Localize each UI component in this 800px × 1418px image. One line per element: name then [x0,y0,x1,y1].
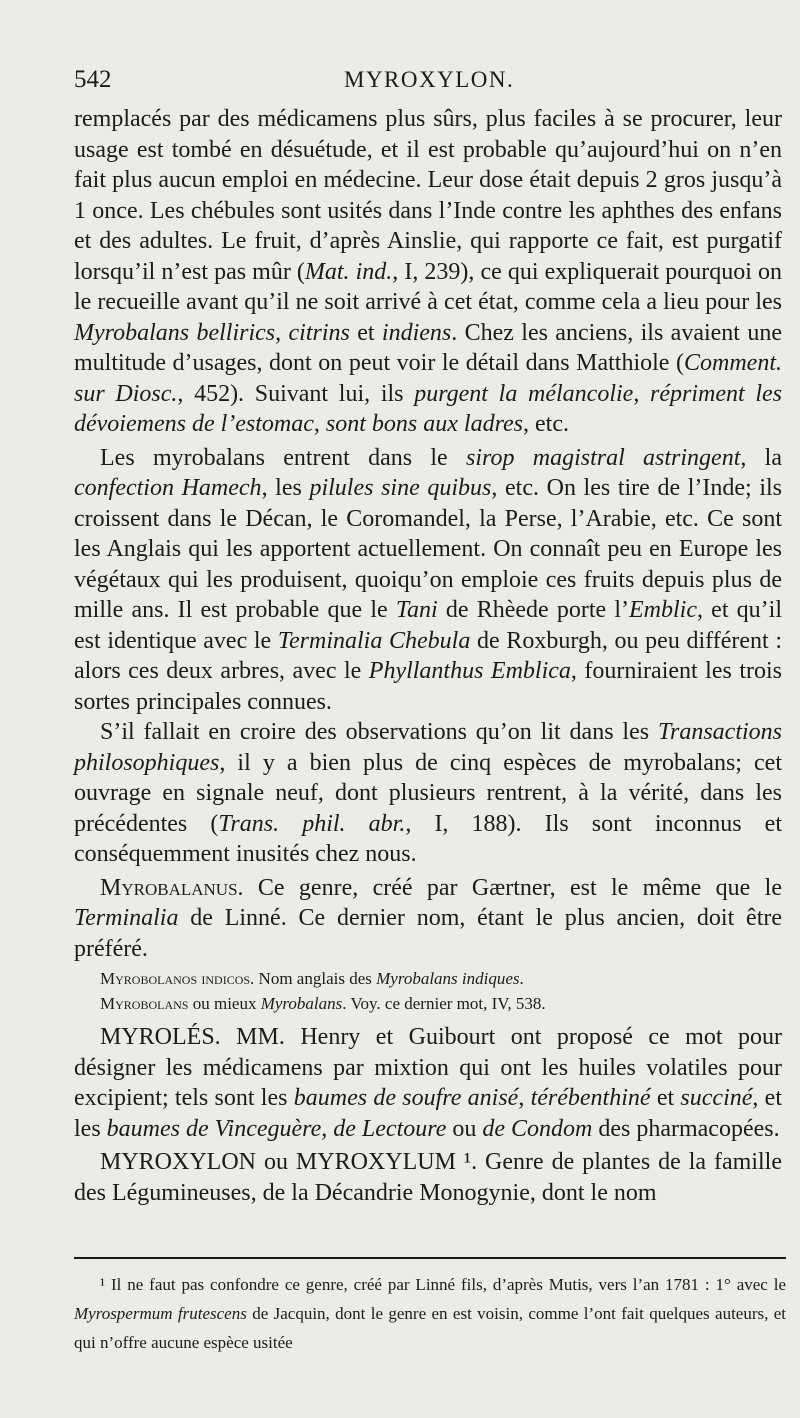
small-caps-text: Myrobolans [100,994,189,1013]
text-run: , [275,319,289,346]
italic-text: baumes de soufre anisé [293,1085,519,1111]
italic-text: indiens [381,319,452,346]
italic-text: Trans. phil. abr. [218,810,406,837]
text-run: Les myrobalans entrent dans le [100,444,466,471]
text-run: MYROXYLON ou MYROXYLUM ¹. Genre de plantes de la famille des Légumineuses, de la Décandrie Monogynie, dont le nom [74,1149,782,1206]
text-run: S’il fallait en croire des observations qu’on lit dans les [100,719,658,745]
text-run: de Linné. Ce dernier nom, étant le plus ancien, doit être préféré. [74,905,782,962]
text-run: , la [740,444,782,471]
page-number: 542 [74,66,112,93]
text-run: ¹ Il ne faut pas confondre ce genre, créé par Linné fils, d’après Mutis, vers l’an 1781 : 1° avec le [100,1275,786,1294]
text-run: , I, 239), ce qui expliquerait pourquoi on le recueille avant qu’il ne soit arrivé à cet état, comme cela a lieu pour les [74,258,782,315]
italic-text: Mat. ind. [304,258,393,285]
italic-text: de Lectoure [333,1115,447,1142]
text-run: des pharmacopées. [592,1115,780,1142]
text-run: , etc. On les tire de l’Inde; ils croissent dans le Décan, le Coromandel, la Perse, l’Arabie, etc. Ce sont les Anglais qui les apportent actuellement. On connaît peu en Europe les végétaux qui les produisent, quoiqu’on emploie ces fruits depuis plus de mille ans. Il est probable que le [74,475,782,623]
text-run: ou mieux [188,994,261,1013]
text-run: , 452). Suivant lui, ils [177,380,415,407]
italic-text: sirop magistral astringent [466,444,741,471]
text-run: MYROLÉS. MM. Henry et Guibourt ont proposé ce mot pour désigner les médicamens par mixtion qui ont les huiles volatiles pour excipient; tels sont les [74,1024,782,1111]
italic-text: Terminalia [74,905,179,931]
paragraph-myrobalans-usage [74,104,782,440]
italic-text: sont bons aux ladres [325,411,524,437]
italic-text: Transactions philosophiques [74,719,782,776]
text-run: , [313,411,326,437]
italic-text: répriment les dévoiemens de l’estomac [74,380,783,437]
italic-text: succiné [680,1085,753,1111]
italic-text: Tani [395,597,438,623]
text-run: , et qu’il est identique avec le [74,597,782,654]
entry-myroles [74,1022,782,1144]
small-caps-text: Myrobalanus. [100,874,244,901]
text-run: , [321,1115,334,1142]
footnote-text [74,1270,786,1357]
italic-text: baumes de Vinceguère [106,1115,322,1142]
text-run: , I, 188). Ils sont inconnus et conséquemment inusités chez nous. [74,810,782,867]
entry-myroxylon [74,1147,782,1208]
paragraph-transactions [74,717,782,870]
italic-text: Myrobalans belliriсs [74,319,276,346]
text-run: , fourniraient les trois sortes principales connues. [74,658,782,715]
entry-myrobolans [74,991,782,1016]
text-run: Nom anglais des [254,969,377,988]
italic-text: de Condom [482,1115,593,1142]
text-run: , les [261,475,310,501]
text-run: , etc. [523,411,569,437]
italic-text: Phyllanthus Emblica [368,658,571,684]
text-run: et [650,1085,681,1111]
text-run: , et les [74,1085,782,1142]
italic-text: térébenthiné [530,1085,651,1111]
text-run: , [633,380,651,407]
text-run: de Jacquin, dont le genre en est voisin, comme l’ont fait quelques auteurs, et qui n’offre aucune espèce usitée [74,1304,787,1352]
small-caps-text: Myrobolanos indicos. [100,969,255,988]
text-run: . Chez les anciens, ils avaient une multitude d’usages, dont on peut voir le détail dans Matthiole ( [74,319,782,376]
italic-text: citrins [288,319,350,346]
italic-text: Emblic [629,597,697,623]
text-run: , [518,1085,531,1111]
footnote [74,1270,786,1357]
text-run: . [519,969,524,988]
text-run: , il y a bien plus de cinq espèces de myrobalans; cet ouvrage en signale neuf, dont plusieurs rentrent, à la vérité, dans les précédentes ( [74,749,782,837]
italic-text: Myrospermum frutescens [74,1304,247,1323]
footnote-rule [74,1257,786,1259]
text-run: et [349,319,382,346]
running-title: MYROXYLON. [344,67,515,92]
body-text [74,104,782,1208]
italic-text: Myrobalans [260,994,343,1013]
text-run: . Voy. ce dernier mot, IV, 538. [342,994,546,1013]
text-run: de Rhèede porte l’ [437,597,629,623]
italic-text: pilules sine quibus [309,475,492,501]
entry-myrobolanos-indicos [74,966,782,991]
entry-myrobalanus [74,873,782,965]
paragraph-myrobalans-preparations [74,443,782,718]
text-run: Ce genre, créé par Gærtner, est le même que le [243,874,782,901]
text-run: remplacés par des médicamens plus sûrs, plus faciles à se procurer, leur usage est tombé en désuétude, et il est probable qu’aujourd’hui on n’en fait plus aucun emploi en médecine. Leur dose était depuis 2 gros jusqu’à 1 once. Les chébules sont usités dans l’Inde contre les aphthes des enfans et des adultes. Le fruit, d’après Ainslie, qui rapporte ce fait, est purgatif lorsqu’il n’est pas mûr ( [74,106,782,285]
text-run: de Roxburgh, ou peu différent : alors ces deux arbres, avec le [74,627,782,684]
italic-text: Myrobalans indiques [376,969,520,988]
text-run: ou [446,1115,483,1142]
italic-text: purgent la mélancolie [414,380,634,407]
italic-text: Comment. sur Diosc. [74,350,782,407]
page-header [74,66,774,100]
italic-text: confection Hamech [74,475,262,501]
italic-text: Terminalia Chebula [277,627,471,654]
